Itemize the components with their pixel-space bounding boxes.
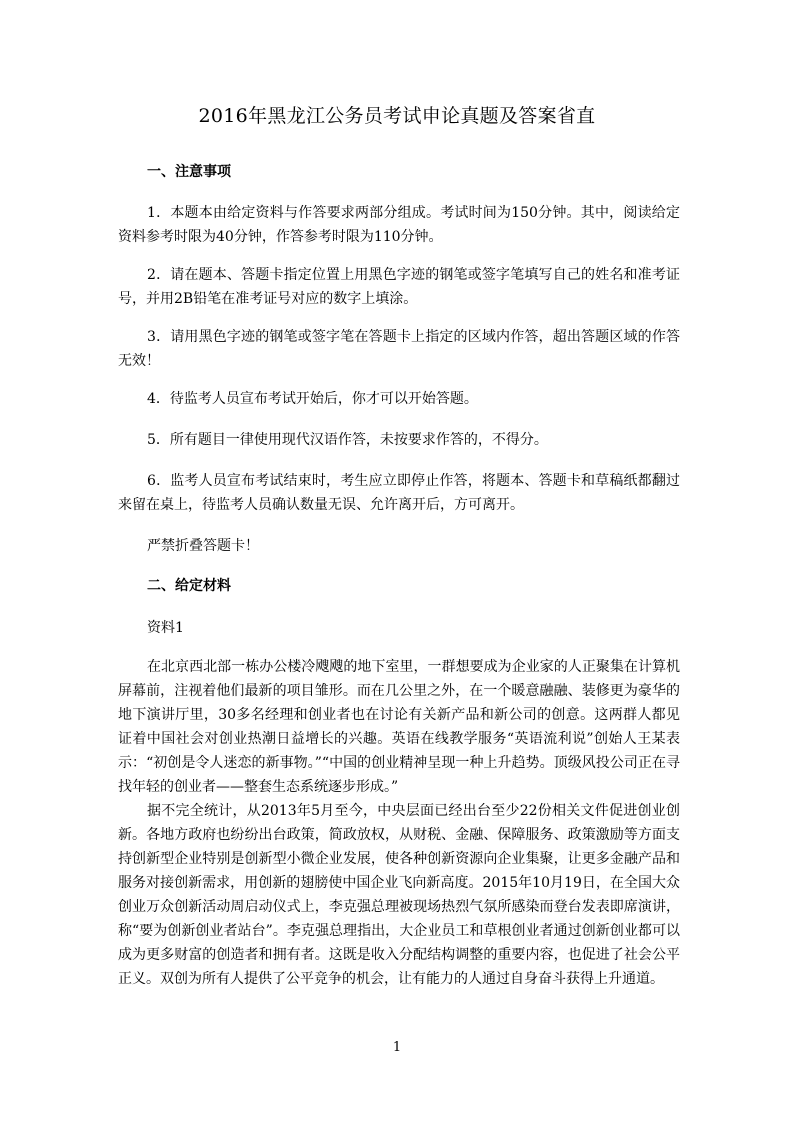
warning-text: 严禁折叠答题卡！ bbox=[147, 538, 259, 554]
material-paragraph-1: 在北京西北部一栋办公楼冷飕飕的地下室里，一群想要成为企业家的人正聚集在计算机屏幕前，注视着他们最新的项目雏形。而在几公里之外，在一个暖意融融、装修更为豪华的地下演讲厅里，30多名经理和创业者也在讨论有关新产品和新公司的创意。这两群人都见证着中国社会对创业热潮日益增长的兴趣。英语在线教学服务“英语流利说”创始人王某表示：“初创是令人迷恋的新事物。”“中国的创业精神呈现一种上升趋势。顶级风投公司正在寻找年轻的创业者——整套生态系统逐步形成。” bbox=[118, 659, 680, 795]
note-paragraph-2: 2．请在题本、答题卡指定位置上用黑色字迹的钢笔或签字笔填写自己的姓名和准考证号，并用2B铅笔在准考证号对应的数字上填涂。 bbox=[118, 267, 680, 307]
note-paragraph-6: 6．监考人员宣布考试结束时，考生应立即停止作答，将题本、答题卡和草稿纸都翻过来留在桌上，待监考人员确认数量无误、允许离开后，方可离开。 bbox=[118, 473, 680, 513]
document-title: 2016年黑龙江公务员考试申论真题及答案省直 bbox=[198, 105, 596, 127]
material-paragraph-2: 据不完全统计，从2013年5月至今，中央层面已经出台至少22份相关文件促进创业创新。各地方政府也纷纷出台政策，简政放权，从财税、金融、保障服务、政策激励等方面支持创新型企业特别是创新型小微企业发展，使各种创新资源向企业集聚，让更多金融产品和服务对接创新需求，用创新的翅膀使中国企业飞向新高度。2015年10月19日，在全国大众创业万众创新活动周启动仪式上，李克强总理被现场热烈气氛所感染而登台发表即席演讲，称“要为创新创业者站台”。李克强总理指出，大企业员工和草根创业者通过创新创业都可以成为更多财富的创造者和拥有者。这既是收入分配结构调整的重要内容，也促进了社会公平正义。双创为所有人提供了公平竞争的机会，让有能力的人通过自身奋斗获得上升通道。 bbox=[118, 803, 680, 987]
note-paragraph-1: 1．本题本由给定资料与作答要求两部分组成。考试时间为150分钟。其中，阅读给定资料参考时限为40分钟，作答参考时限为110分钟。 bbox=[118, 205, 680, 245]
section-heading-notes: 一、注意事项 bbox=[147, 164, 231, 180]
note-paragraph-3: 3．请用黑色字迹的钢笔或签字笔在答题卡上指定的区域内作答，超出答题区域的作答无效！ bbox=[118, 329, 680, 369]
note-paragraph-5: 5．所有题目一律使用现代汉语作答，未按要求作答的，不得分。 bbox=[147, 432, 548, 448]
material-label: 资料1 bbox=[147, 620, 184, 636]
note-paragraph-4: 4．待监考人员宣布考试开始后，你才可以开始答题。 bbox=[147, 391, 478, 407]
section-heading-materials: 二、给定材料 bbox=[147, 578, 231, 594]
page-number: 1 bbox=[392, 1040, 402, 1055]
